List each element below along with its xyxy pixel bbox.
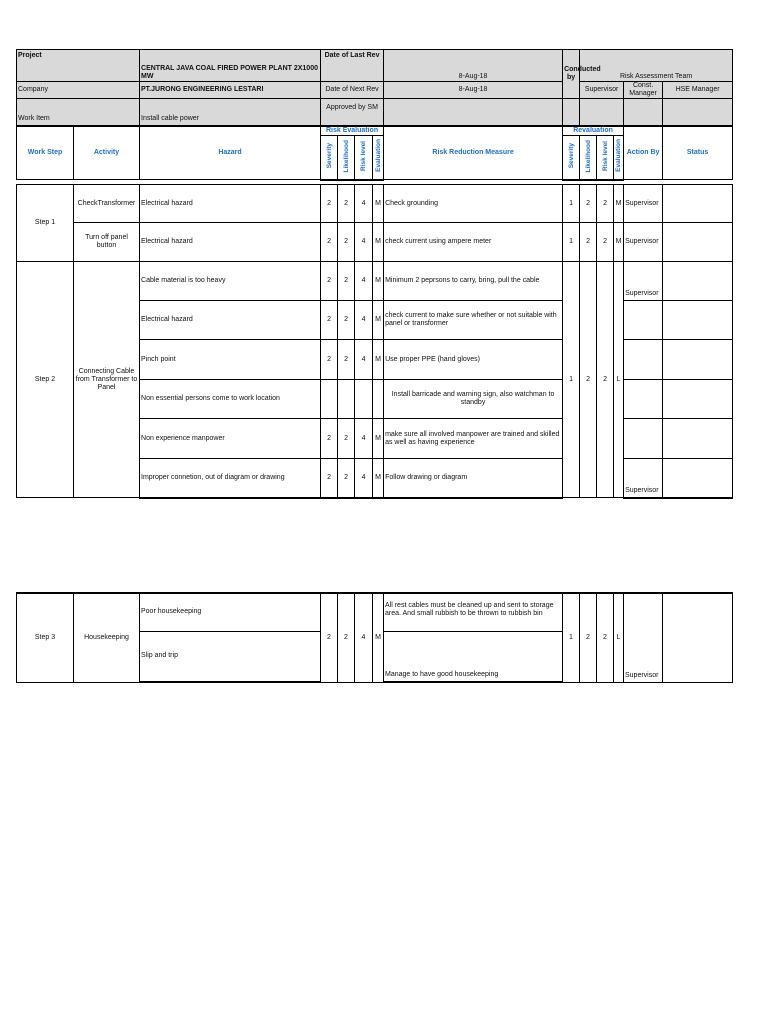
evaluation-cell: M — [373, 185, 384, 223]
severity-cell: 2 — [321, 262, 338, 301]
risk-level-cell: 4 — [355, 185, 373, 223]
measure-cell: Manage to have good housekeeping — [384, 631, 563, 682]
likelihood-cell: 2 — [338, 185, 355, 223]
step1-activity: CheckTransformer — [74, 185, 140, 223]
measure-cell: Follow drawing or diagram — [384, 459, 563, 498]
date-last-rev-value: 8-Aug-18 — [384, 50, 563, 82]
action-by-cell: Supervisor — [624, 459, 663, 498]
measure-cell: Check grounding — [384, 185, 563, 223]
hazard-cell: Improper connetion, out of diagram or drawing — [140, 459, 321, 498]
step1-activity: Turn off panel button — [74, 223, 140, 262]
severity-cell: 2 — [321, 419, 338, 459]
likelihood-cell: 2 — [338, 223, 355, 262]
step3-hazard-1: Poor housekeeping — [140, 593, 321, 631]
measure-cell: make sure all involved manpower are trained and skilled as well as having experience — [384, 419, 563, 459]
status-cell — [663, 380, 733, 419]
col-severity: Severity — [321, 136, 338, 180]
col-risk-level: Risk level — [355, 136, 373, 180]
action-by-cell: Supervisor — [624, 593, 663, 682]
step3-label: Step 3 — [17, 593, 74, 682]
rev-severity-cell: 1 — [563, 223, 580, 262]
risk-assessment-table — [16, 49, 733, 499]
severity-cell: 2 — [321, 223, 338, 262]
severity-cell: 2 — [321, 593, 338, 682]
team-hse-sign — [663, 99, 733, 126]
col-rev-severity: Severity — [563, 136, 580, 180]
evaluation-cell: M — [373, 340, 384, 380]
team-const-sign — [624, 99, 663, 126]
severity-cell: 2 — [321, 459, 338, 498]
likelihood-cell: 2 — [338, 340, 355, 380]
status-cell — [663, 459, 733, 498]
step3-table — [16, 592, 733, 683]
evaluation-cell: M — [373, 262, 384, 301]
risk-level-cell — [355, 380, 373, 419]
action-by-cell — [624, 340, 663, 380]
risk-level-cell: 4 — [355, 262, 373, 301]
rev-evaluation-cell: M — [614, 185, 624, 223]
table-row — [17, 223, 733, 262]
col-evaluation: Evaluation — [373, 136, 384, 180]
team-supervisor-sign — [580, 99, 624, 126]
rev-likelihood-cell: 2 — [580, 185, 597, 223]
rev-severity-cell: 1 — [563, 262, 580, 498]
project-value: CENTRAL JAVA COAL FIRED POWER PLANT 2X1000 MW — [140, 50, 321, 82]
col-rev-likelihood: Likelihood — [580, 136, 597, 180]
step1-hazard: Electrical hazard — [140, 185, 321, 223]
action-by-cell: Supervisor — [624, 185, 663, 223]
rev-likelihood-cell: 2 — [580, 262, 597, 498]
col-hazard: Hazard — [140, 126, 321, 180]
work-item-label: Work Item — [17, 99, 140, 126]
likelihood-cell: 2 — [338, 262, 355, 301]
team-role-supervisor: Supervisor — [580, 82, 624, 99]
approved-label: Approved by SM — [321, 99, 384, 126]
rev-evaluation-cell: L — [614, 262, 624, 498]
table-row — [17, 593, 733, 631]
severity-cell: 2 — [321, 340, 338, 380]
status-cell — [663, 593, 733, 682]
rev-likelihood-cell: 2 — [580, 593, 597, 682]
likelihood-cell: 2 — [338, 419, 355, 459]
action-by-cell: Supervisor — [624, 262, 663, 301]
project-label: Project — [17, 50, 140, 82]
status-cell — [663, 262, 733, 301]
rev-severity-cell: 1 — [563, 593, 580, 682]
team-role-hse-manager: HSE Manager — [663, 82, 733, 99]
conducted-by-label: Conducted by — [563, 50, 580, 99]
status-cell — [663, 340, 733, 380]
col-revaluation: Revaluation — [563, 126, 624, 136]
rev-risk-level-cell: 2 — [597, 223, 614, 262]
col-rev-risk-level: Risk level — [597, 136, 614, 180]
status-cell — [663, 301, 733, 340]
hazard-cell: Electrical hazard — [140, 301, 321, 340]
col-reduction-measure: Risk Reduction Measure — [384, 126, 563, 180]
severity-cell: 2 — [321, 185, 338, 223]
col-rev-evaluation: Evaluation — [614, 136, 624, 180]
risk-level-cell: 4 — [355, 223, 373, 262]
measure-cell: Minimum 2 peprsons to carry, bring, pull the cable — [384, 262, 563, 301]
severity-cell: 2 — [321, 301, 338, 340]
table-row — [17, 185, 733, 223]
action-by-cell — [624, 419, 663, 459]
risk-level-cell: 4 — [355, 593, 373, 682]
status-cell — [663, 185, 733, 223]
step3-activity: Housekeeping — [74, 593, 140, 682]
evaluation-cell: M — [373, 301, 384, 340]
step3-hazard-2: Slip and trip — [140, 631, 321, 682]
likelihood-cell: 2 — [338, 459, 355, 498]
evaluation-cell — [373, 380, 384, 419]
col-action-by: Action By — [624, 126, 663, 180]
date-next-rev-value: 8-Aug-18 — [384, 82, 563, 99]
risk-level-cell: 4 — [355, 459, 373, 498]
col-likelihood: Likelihood — [338, 136, 355, 180]
likelihood-cell: 2 — [338, 301, 355, 340]
evaluation-cell: M — [373, 419, 384, 459]
evaluation-cell: M — [373, 223, 384, 262]
step1-label: Step 1 — [17, 185, 74, 262]
measure-cell: check current using ampere meter — [384, 223, 563, 262]
team-label: Risk Assessment Team — [580, 50, 733, 82]
measure-cell: Install barricade and warning sign, also watchman to standby — [384, 380, 563, 419]
measure-cell: All rest cables must be cleaned up and sent to storage area. And small rubbish to be thrown to rubbish bin — [384, 593, 563, 631]
hazard-cell: Non essential persons come to work location — [140, 380, 321, 419]
step1-hazard: Electrical hazard — [140, 223, 321, 262]
team-role-const-manager: Const. Manager — [624, 82, 663, 99]
rev-risk-level-cell: 2 — [597, 262, 614, 498]
step2-label: Step 2 — [17, 262, 74, 498]
action-by-cell — [624, 380, 663, 419]
company-label: Company — [17, 82, 140, 99]
status-cell — [663, 223, 733, 262]
hazard-cell: Cable material is too heavy — [140, 262, 321, 301]
col-activity: Activity — [74, 126, 140, 180]
date-last-rev-label: Date of Last Rev — [321, 50, 384, 82]
work-item-value: Install cable power — [140, 99, 321, 126]
likelihood-cell — [338, 380, 355, 419]
evaluation-cell: M — [373, 593, 384, 682]
step2-activity: Connecting Cable from Transformer to Panel — [74, 262, 140, 498]
risk-level-cell: 4 — [355, 340, 373, 380]
date-next-rev-label: Date of Next Rev — [321, 82, 384, 99]
rev-risk-level-cell: 2 — [597, 185, 614, 223]
measure-cell: check current to make sure whether or not suitable with panel or transformer — [384, 301, 563, 340]
rev-evaluation-cell: L — [614, 593, 624, 682]
conducted-blank — [563, 99, 580, 126]
col-status: Status — [663, 126, 733, 180]
rev-evaluation-cell: M — [614, 223, 624, 262]
rev-likelihood-cell: 2 — [580, 223, 597, 262]
action-by-cell — [624, 301, 663, 340]
rev-severity-cell: 1 — [563, 185, 580, 223]
action-by-cell: Supervisor — [624, 223, 663, 262]
hazard-cell: Non experience manpower — [140, 419, 321, 459]
evaluation-cell: M — [373, 459, 384, 498]
col-risk-evaluation: Risk Evaluation — [321, 126, 384, 136]
rev-risk-level-cell: 2 — [597, 593, 614, 682]
col-work-step: Work Step — [17, 126, 74, 180]
hazard-cell: Pinch point — [140, 340, 321, 380]
company-value: PT.JURONG ENGINEERING LESTARI — [140, 82, 321, 99]
approved-value — [384, 99, 563, 126]
status-cell — [663, 419, 733, 459]
measure-cell: Use proper PPE (hand gloves) — [384, 340, 563, 380]
severity-cell — [321, 380, 338, 419]
risk-level-cell: 4 — [355, 301, 373, 340]
likelihood-cell: 2 — [338, 593, 355, 682]
risk-level-cell: 4 — [355, 419, 373, 459]
table-row — [17, 262, 733, 301]
